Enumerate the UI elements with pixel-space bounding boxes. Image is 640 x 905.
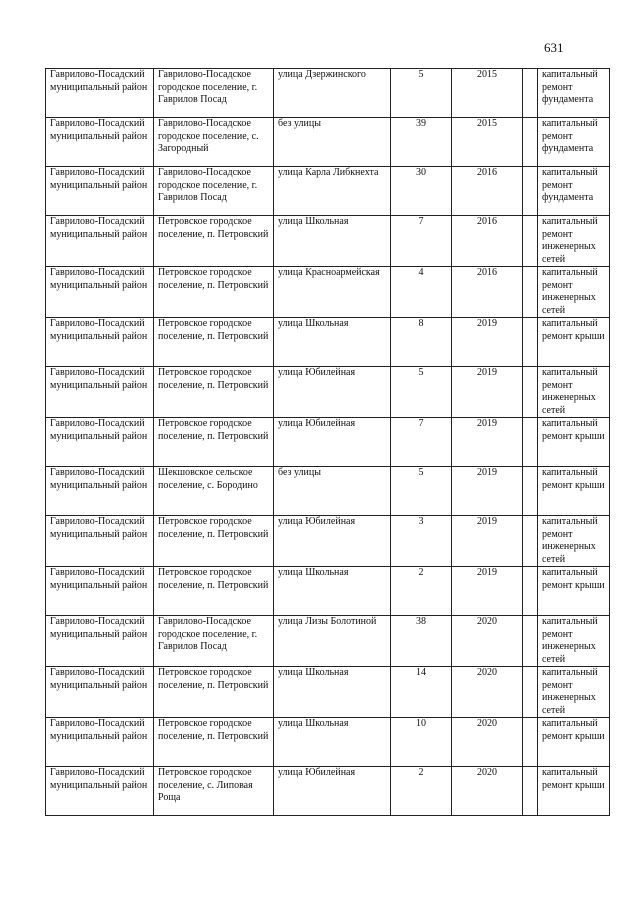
table-row [46, 667, 610, 718]
year-cell: 2019 [452, 318, 523, 367]
repair-schedule-table [45, 68, 610, 816]
settlement-cell: Петровское городское поселение, п. Петровский [154, 216, 274, 267]
settlement-cell: Петровское городское поселение, п. Петровский [154, 418, 274, 467]
table-row [46, 318, 610, 367]
year-cell: 2020 [452, 767, 523, 816]
street-cell: улица Лизы Болотиной [274, 616, 391, 667]
year-cell: 2019 [452, 567, 523, 616]
district-cell: Гаврилово-Посадский муниципальный район [46, 216, 154, 267]
table-row [46, 267, 610, 318]
district-cell: Гаврилово-Посадский муниципальный район [46, 467, 154, 516]
house-number-cell: 8 [391, 318, 452, 367]
house-number-cell: 5 [391, 367, 452, 418]
house-number-cell: 10 [391, 718, 452, 767]
house-number-cell: 5 [391, 69, 452, 118]
house-number-cell: 5 [391, 467, 452, 516]
district-cell: Гаврилово-Посадский муниципальный район [46, 118, 154, 167]
district-cell: Гаврилово-Посадский муниципальный район [46, 616, 154, 667]
house-number-cell: 30 [391, 167, 452, 216]
work-type-cell: капитальный ремонт крыши [538, 467, 610, 516]
district-cell: Гаврилово-Посадский муниципальный район [46, 267, 154, 318]
year-cell: 2019 [452, 516, 523, 567]
settlement-cell: Гаврилово-Посадское городское поселение, г. Гаврилов Посад [154, 616, 274, 667]
house-number-cell: 38 [391, 616, 452, 667]
settlement-cell: Петровское городское поселение, п. Петровский [154, 367, 274, 418]
settlement-cell: Гаврилово-Посадское городское поселение, с. Загородный [154, 118, 274, 167]
house-number-cell: 7 [391, 216, 452, 267]
work-type-cell: капитальный ремонт инженерных сетей [538, 267, 610, 318]
empty-cell [523, 318, 538, 367]
work-type-cell: капитальный ремонт крыши [538, 567, 610, 616]
district-cell: Гаврилово-Посадский муниципальный район [46, 167, 154, 216]
house-number-cell: 14 [391, 667, 452, 718]
table-row [46, 718, 610, 767]
settlement-cell: Петровское городское поселение, п. Петровский [154, 718, 274, 767]
empty-cell [523, 718, 538, 767]
district-cell: Гаврилово-Посадский муниципальный район [46, 567, 154, 616]
street-cell: улица Юбилейная [274, 767, 391, 816]
work-type-cell: капитальный ремонт фундамента [538, 69, 610, 118]
street-cell: улица Школьная [274, 318, 391, 367]
work-type-cell: капитальный ремонт фундамента [538, 167, 610, 216]
settlement-cell: Петровское городское поселение, п. Петровский [154, 516, 274, 567]
empty-cell [523, 516, 538, 567]
street-cell: улица Школьная [274, 567, 391, 616]
work-type-cell: капитальный ремонт крыши [538, 418, 610, 467]
street-cell: улица Юбилейная [274, 516, 391, 567]
settlement-cell: Шекшовское сельское поселение, с. Бородино [154, 467, 274, 516]
empty-cell [523, 118, 538, 167]
work-type-cell: капитальный ремонт инженерных сетей [538, 516, 610, 567]
street-cell: улица Школьная [274, 718, 391, 767]
settlement-cell: Петровское городское поселение, п. Петровский [154, 667, 274, 718]
street-cell: улица Дзержинского [274, 69, 391, 118]
empty-cell [523, 167, 538, 216]
district-cell: Гаврилово-Посадский муниципальный район [46, 516, 154, 567]
settlement-cell: Петровское городское поселение, п. Петровский [154, 567, 274, 616]
house-number-cell: 2 [391, 567, 452, 616]
street-cell: улица Юбилейная [274, 367, 391, 418]
district-cell: Гаврилово-Посадский муниципальный район [46, 667, 154, 718]
district-cell: Гаврилово-Посадский муниципальный район [46, 69, 154, 118]
settlement-cell: Петровское городское поселение, с. Липовая Роща [154, 767, 274, 816]
district-cell: Гаврилово-Посадский муниципальный район [46, 367, 154, 418]
empty-cell [523, 367, 538, 418]
table-row [46, 216, 610, 267]
empty-cell [523, 567, 538, 616]
table-row [46, 616, 610, 667]
table-row [46, 767, 610, 816]
work-type-cell: капитальный ремонт крыши [538, 767, 610, 816]
table-row [46, 167, 610, 216]
district-cell: Гаврилово-Посадский муниципальный район [46, 718, 154, 767]
district-cell: Гаврилово-Посадский муниципальный район [46, 418, 154, 467]
empty-cell [523, 667, 538, 718]
empty-cell [523, 616, 538, 667]
work-type-cell: капитальный ремонт крыши [538, 718, 610, 767]
empty-cell [523, 69, 538, 118]
street-cell: без улицы [274, 118, 391, 167]
street-cell: улица Школьная [274, 216, 391, 267]
district-cell: Гаврилово-Посадский муниципальный район [46, 767, 154, 816]
year-cell: 2015 [452, 69, 523, 118]
empty-cell [523, 267, 538, 318]
work-type-cell: капитальный ремонт инженерных сетей [538, 216, 610, 267]
year-cell: 2019 [452, 418, 523, 467]
work-type-cell: капитальный ремонт инженерных сетей [538, 616, 610, 667]
house-number-cell: 4 [391, 267, 452, 318]
settlement-cell: Гаврилово-Посадское городское поселение, г. Гаврилов Посад [154, 69, 274, 118]
table-row [46, 516, 610, 567]
street-cell: без улицы [274, 467, 391, 516]
year-cell: 2020 [452, 616, 523, 667]
work-type-cell: капитальный ремонт инженерных сетей [538, 667, 610, 718]
street-cell: улица Юбилейная [274, 418, 391, 467]
settlement-cell: Гаврилово-Посадское городское поселение, г. Гаврилов Посад [154, 167, 274, 216]
table-row [46, 118, 610, 167]
table-row [46, 367, 610, 418]
year-cell: 2015 [452, 118, 523, 167]
house-number-cell: 2 [391, 767, 452, 816]
table-row [46, 567, 610, 616]
work-type-cell: капитальный ремонт крыши [538, 318, 610, 367]
house-number-cell: 3 [391, 516, 452, 567]
year-cell: 2016 [452, 267, 523, 318]
table-body [46, 69, 610, 816]
page-number: 631 [544, 40, 564, 55]
year-cell: 2019 [452, 467, 523, 516]
settlement-cell: Петровское городское поселение, п. Петровский [154, 318, 274, 367]
work-type-cell: капитальный ремонт инженерных сетей [538, 367, 610, 418]
settlement-cell: Петровское городское поселение, п. Петровский [154, 267, 274, 318]
year-cell: 2016 [452, 167, 523, 216]
street-cell: улица Карла Либкнехта [274, 167, 391, 216]
house-number-cell: 39 [391, 118, 452, 167]
empty-cell [523, 216, 538, 267]
empty-cell [523, 418, 538, 467]
table-row [46, 467, 610, 516]
year-cell: 2020 [452, 667, 523, 718]
house-number-cell: 7 [391, 418, 452, 467]
year-cell: 2016 [452, 216, 523, 267]
work-type-cell: капитальный ремонт фундамента [538, 118, 610, 167]
year-cell: 2020 [452, 718, 523, 767]
empty-cell [523, 767, 538, 816]
empty-cell [523, 467, 538, 516]
year-cell: 2019 [452, 367, 523, 418]
street-cell: улица Красноармейская [274, 267, 391, 318]
table-row [46, 69, 610, 118]
street-cell: улица Школьная [274, 667, 391, 718]
table-row [46, 418, 610, 467]
district-cell: Гаврилово-Посадский муниципальный район [46, 318, 154, 367]
